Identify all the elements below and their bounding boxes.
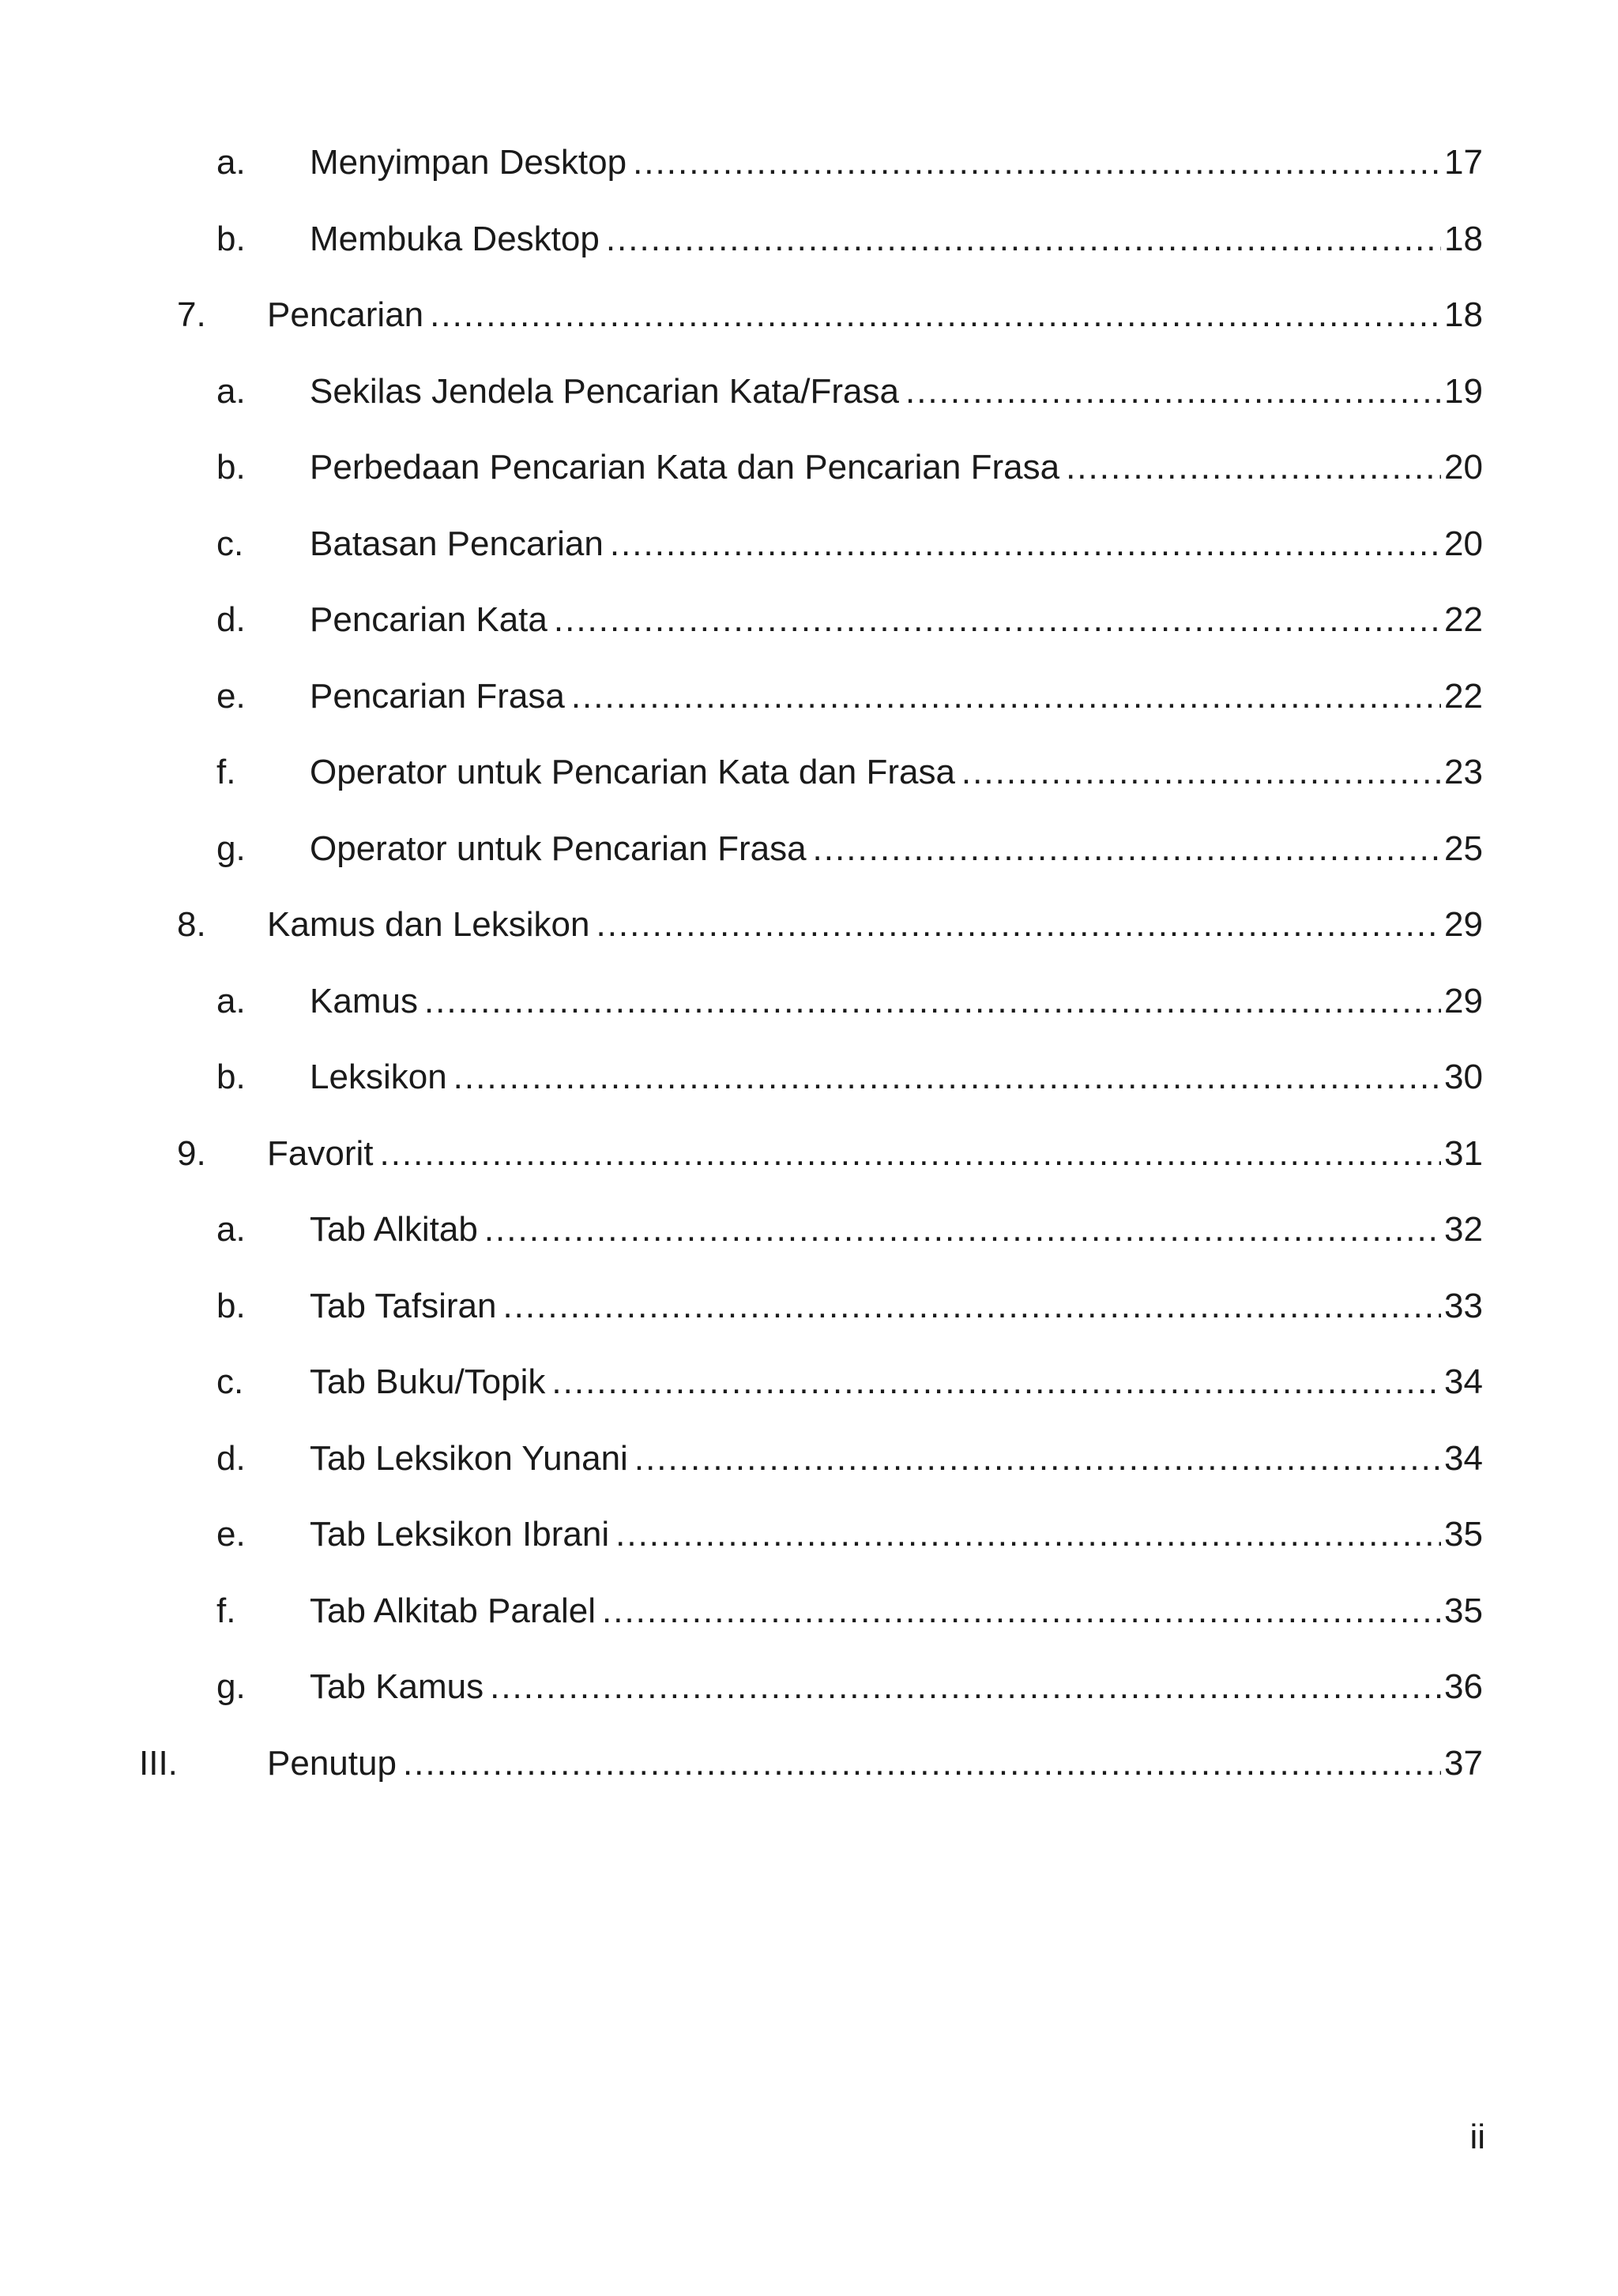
toc-entry-page: 18 (1444, 219, 1483, 258)
toc-entry-title: Tab Leksikon Ibrani (310, 1515, 610, 1554)
toc-entry-number: g. (216, 829, 246, 868)
toc-entry-page: 37 (1444, 1743, 1483, 1783)
toc-entry-number: b. (216, 1286, 246, 1325)
toc-entry[interactable] (0, 1573, 1618, 1650)
toc-entry-title: Penutup (267, 1743, 397, 1783)
toc-entry[interactable] (0, 1497, 1618, 1573)
dot-leader (610, 506, 1441, 583)
toc-entry-number: b. (216, 219, 246, 258)
dot-leader (403, 1726, 1441, 1802)
toc-entry-title: Tab Alkitab Paralel (310, 1591, 596, 1630)
toc-entry-number: b. (216, 1058, 246, 1096)
toc-entry-page: 19 (1444, 371, 1483, 411)
toc-entry-page: 32 (1444, 1210, 1483, 1249)
toc-entry-number: a. (216, 371, 246, 411)
dot-leader (430, 277, 1441, 354)
dot-leader (453, 1039, 1441, 1116)
toc-entry-page: 34 (1444, 1362, 1483, 1401)
toc-entry[interactable] (0, 125, 1618, 201)
toc-entry[interactable] (0, 201, 1618, 278)
dot-leader (554, 582, 1441, 659)
toc-entry-title: Tab Alkitab (310, 1210, 478, 1249)
toc-entry-title: Menyimpan Desktop (310, 143, 627, 182)
toc-entry-title: Pencarian Kata (310, 600, 547, 639)
toc-entry-page: 23 (1444, 753, 1483, 791)
toc-entry-number: III. (139, 1743, 178, 1783)
dot-leader (1066, 430, 1441, 506)
toc-entry-number: e. (216, 676, 246, 716)
toc-entry[interactable] (0, 582, 1618, 659)
toc-entry-number: a. (216, 143, 246, 182)
dot-leader (606, 201, 1441, 278)
toc-entry[interactable] (0, 964, 1618, 1040)
dot-leader (424, 964, 1441, 1040)
dot-leader (596, 887, 1441, 964)
toc-entry-title: Pencarian (267, 295, 424, 334)
toc-entry[interactable] (0, 506, 1618, 583)
toc-entry-page: 34 (1444, 1438, 1483, 1478)
toc-entry-page: 29 (1444, 905, 1483, 944)
toc-entry-page: 22 (1444, 600, 1483, 639)
toc-entry[interactable] (0, 887, 1618, 964)
toc-entry-page: 33 (1444, 1286, 1483, 1325)
toc-entry[interactable] (0, 735, 1618, 811)
toc-entry-title: Membuka Desktop (310, 219, 600, 258)
toc-entry-number: e. (216, 1515, 246, 1554)
toc-entry-number: a. (216, 981, 246, 1020)
toc-entry[interactable] (0, 1421, 1618, 1497)
dot-leader (633, 125, 1441, 201)
toc-entry-number: f. (216, 1591, 236, 1630)
toc-entry-page: 22 (1444, 676, 1483, 716)
toc-entry-number: g. (216, 1667, 246, 1706)
toc-entry-number: b. (216, 448, 246, 487)
toc-entry[interactable] (0, 430, 1618, 506)
toc-entry-title: Operator untuk Pencarian Kata dan Frasa (310, 753, 955, 791)
toc-entry[interactable] (0, 811, 1618, 888)
toc-entry[interactable] (0, 1344, 1618, 1421)
toc-entry-number: d. (216, 1438, 246, 1478)
toc-entry-title: Tab Tafsiran (310, 1286, 497, 1325)
dot-leader (379, 1116, 1441, 1193)
dot-leader (634, 1421, 1441, 1497)
toc-entry[interactable] (0, 659, 1618, 735)
table-of-contents (0, 125, 1618, 1802)
dot-leader (571, 659, 1441, 735)
toc-entry[interactable] (0, 277, 1618, 354)
toc-entry-title: Tab Buku/Topik (310, 1362, 546, 1401)
toc-entry-title: Leksikon (310, 1058, 447, 1096)
toc-entry-number: f. (216, 753, 236, 791)
toc-entry[interactable] (0, 1039, 1618, 1116)
toc-entry-page: 29 (1444, 981, 1483, 1020)
toc-entry-number: 9. (177, 1133, 206, 1173)
toc-entry-title: Kamus dan Leksikon (267, 905, 590, 944)
toc-entry[interactable] (0, 1726, 1618, 1802)
toc-entry-page: 31 (1444, 1133, 1483, 1173)
toc-entry[interactable] (0, 1268, 1618, 1345)
toc-entry-title: Kamus (310, 981, 418, 1020)
toc-entry-title: Operator untuk Pencarian Frasa (310, 829, 807, 868)
page-number: ii (1469, 2118, 1485, 2156)
toc-entry[interactable] (0, 354, 1618, 430)
toc-entry-title: Tab Leksikon Yunani (310, 1438, 628, 1478)
toc-entry-page: 18 (1444, 295, 1483, 334)
toc-entry-number: d. (216, 600, 246, 639)
toc-entry-number: a. (216, 1210, 246, 1249)
toc-entry-title: Favorit (267, 1133, 374, 1173)
dot-leader (905, 354, 1441, 430)
toc-entry-title: Perbedaan Pencarian Kata dan Pencarian Frasa (310, 448, 1060, 487)
toc-entry-number: c. (216, 524, 244, 563)
toc-entry-title: Tab Kamus (310, 1667, 484, 1706)
toc-entry[interactable] (0, 1192, 1618, 1268)
dot-leader (551, 1344, 1441, 1421)
toc-entry-page: 17 (1444, 143, 1483, 182)
toc-entry-page: 20 (1444, 448, 1483, 487)
toc-entry-page: 20 (1444, 524, 1483, 563)
dot-leader (813, 811, 1442, 888)
dot-leader (490, 1649, 1441, 1726)
toc-entry-page: 35 (1444, 1515, 1483, 1554)
dot-leader (961, 735, 1441, 811)
toc-entry-number: c. (216, 1362, 244, 1401)
toc-entry-page: 36 (1444, 1667, 1483, 1706)
dot-leader (502, 1268, 1441, 1345)
dot-leader (602, 1573, 1441, 1650)
toc-entry-number: 8. (177, 905, 206, 944)
dot-leader (615, 1497, 1441, 1573)
toc-entry-number: 7. (177, 295, 206, 334)
toc-entry-title: Sekilas Jendela Pencarian Kata/Frasa (310, 371, 899, 411)
toc-entry[interactable] (0, 1116, 1618, 1193)
toc-entry-title: Pencarian Frasa (310, 676, 565, 716)
toc-entry-page: 30 (1444, 1058, 1483, 1096)
toc-entry[interactable] (0, 1649, 1618, 1726)
toc-entry-title: Batasan Pencarian (310, 524, 604, 563)
dot-leader (484, 1192, 1441, 1268)
toc-entry-page: 35 (1444, 1591, 1483, 1630)
toc-entry-page: 25 (1444, 829, 1483, 868)
